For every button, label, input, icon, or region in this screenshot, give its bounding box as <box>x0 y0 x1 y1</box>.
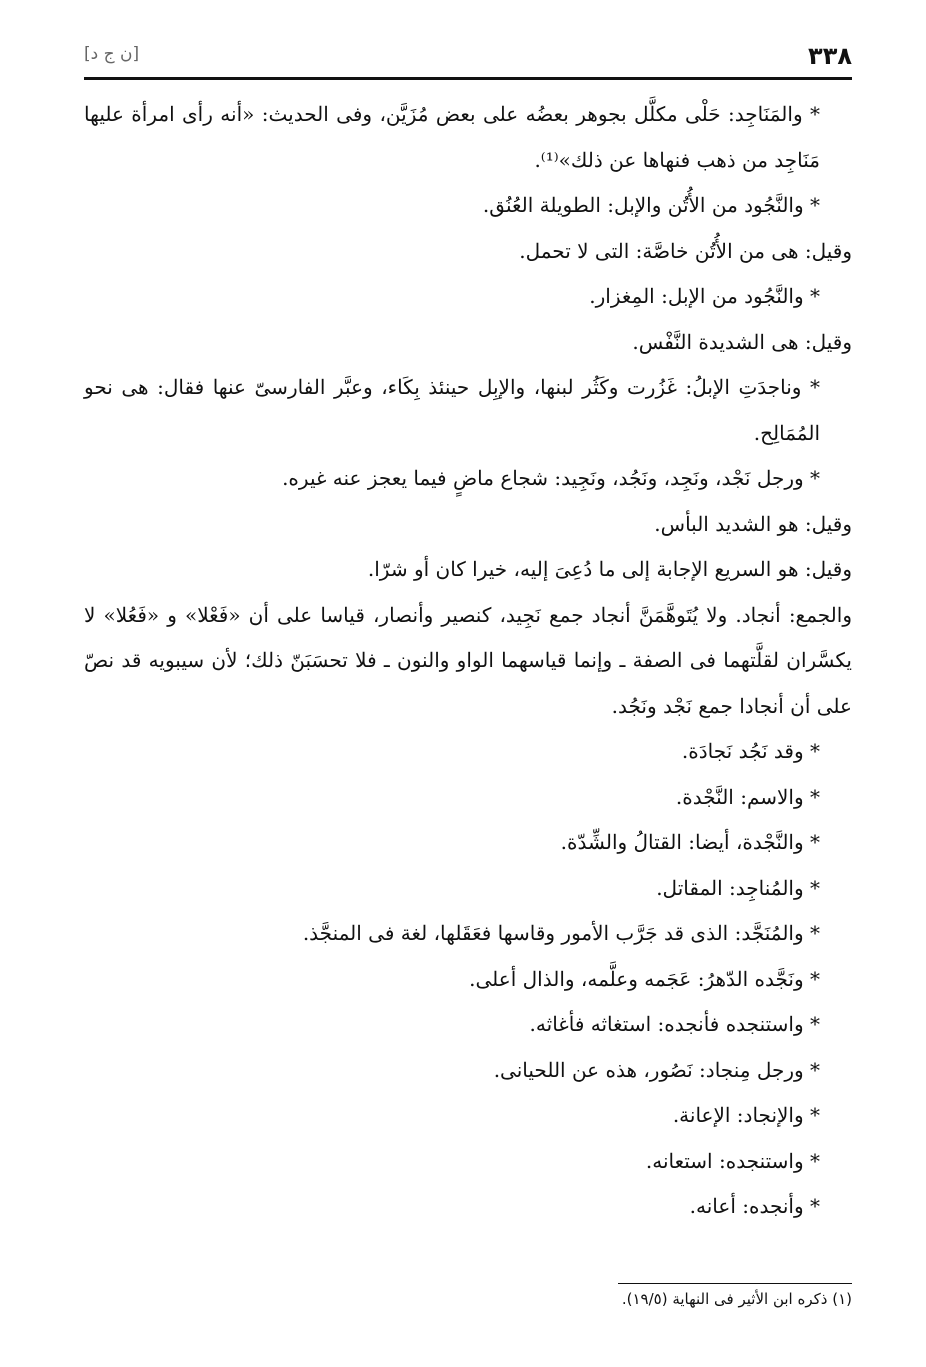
root-marker: [ن ج د] <box>84 44 140 64</box>
paragraph: * وأنجده: أعانه. <box>689 1194 820 1218</box>
paragraph: * والمَنَاجِد: حَلْى مكلَّل بجوهر بعضُه على بعض مُزَيَّن، وفى الحديث: «أنه رأى امرأة عليها مَنَاجِد من ذهب فنهاها عن ذلك»⁽¹⁾. <box>84 102 820 172</box>
paragraph: * والنَّجُود من الإبل: المِغزار. <box>589 284 820 308</box>
paragraph: والجمع: أنجاد. ولا يُتَوهَّمَنَّ أنجاد جمع نَجِيد، كنصير وأنصار، قياسا على أن «فَعْلا» و «فَعُلا» لا يكسَّران لقلَّتهما فى الصفة ـ وإنما قياسهما الواو والنون ـ فلا تحسَبَنّ ذلك؛ لأن سيبويه قد نصّ على أن أنجادا جمع نَجْد ونَجُد. <box>84 602 852 718</box>
header-rule <box>84 77 852 80</box>
footnote: (١) ذكره ابن الأثير فى النهاية (١٩/٥). <box>621 1290 852 1308</box>
paragraph: وقيل: هو الشديد البأس. <box>654 511 852 536</box>
paragraph: * والمُنَجَّد: الذى قد جَرَّب الأمور وقاسها فعَقَلها، لغة فى المنجَّذ. <box>302 921 820 945</box>
paragraph: * والاسم: النَّجْدة. <box>675 784 820 809</box>
paragraph: وقيل: هى الشديدة النَّفْس. <box>632 329 852 354</box>
paragraph: وقيل: هو السريع الإجابة إلى ما دُعِىَ إليه، خيرا كان أو شرّا. <box>367 557 852 581</box>
body-text <box>84 92 852 1230</box>
paragraph: * والنَّجُود من الأُتُن والإبل: الطويلة العُنُق. <box>482 193 820 217</box>
paragraph: * واستنجده: استعانه. <box>645 1148 820 1173</box>
paragraph: وقيل: هى من الأُتُن خاصَّة: التى لا تحمل. <box>519 238 852 263</box>
footnote-rule <box>618 1283 852 1284</box>
paragraph: * والمُناجِد: المقاتل. <box>656 875 820 900</box>
paragraph: * ورجل مِنجاد: نَصُور، هذه عن اللحيانى. <box>493 1057 820 1082</box>
paragraph: * ونَجَّده الدّهرُ: عَجَمه وعلَّمه، والذال أعلى. <box>469 966 820 991</box>
paragraph: * وناجدَتِ الإبلُ: غَزُرت وكَثُر لبنها، والإبِل حينئذ بِكَاء، وعبَّر الفارسىّ عنها فقال: هى نحو المُمَالِح. <box>84 375 820 445</box>
paragraph: * ورجل نَجْد، ونَجِد، ونَجُد، ونَجِيد: شجاع ماضٍ فيما يعجز عنه غيره. <box>282 466 820 490</box>
paragraph: * واستنجده فأنجده: استغاثه فأغاثه. <box>529 1012 820 1036</box>
paragraph: * والنَّجْدة، أيضا: القتالُ والشِّدّة. <box>560 830 820 854</box>
paragraph: * والإنجاد: الإعانة. <box>672 1103 820 1127</box>
paragraph: * وقد نَجُد نَجادَة. <box>681 739 820 763</box>
page-header <box>84 40 852 74</box>
page-number: ٣٣٨ <box>808 42 852 70</box>
